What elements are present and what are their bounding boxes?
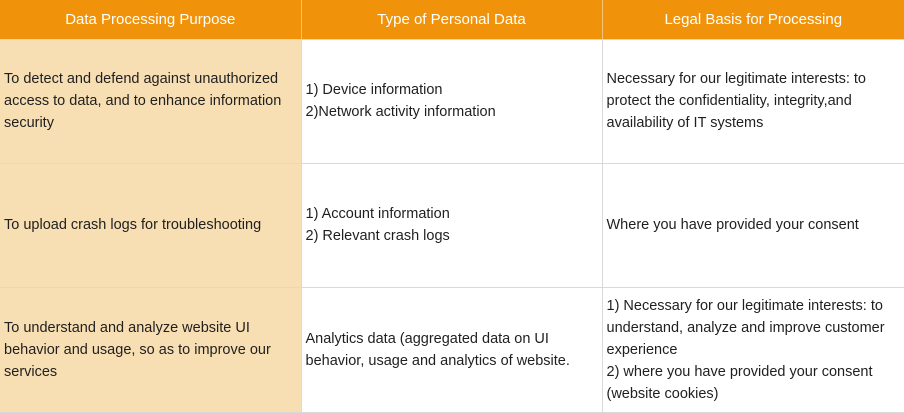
header-purpose: Data Processing Purpose <box>0 0 301 39</box>
cell-purpose: To understand and analyze website UI behavior and usage, so as to improve our services <box>0 287 301 412</box>
cell-legal-basis: 1) Necessary for our legitimate interests: to understand, analyze and improve customer experience 2) where you have provided your consent (website cookies) <box>602 287 904 412</box>
header-data-type: Type of Personal Data <box>301 0 602 39</box>
cell-legal-basis: Necessary for our legitimate interests: to protect the confidentiality, integrity,and availability of IT systems <box>602 39 904 163</box>
cell-legal-basis: Where you have provided your consent <box>602 163 904 287</box>
cell-purpose: To upload crash logs for troubleshooting <box>0 163 301 287</box>
cell-purpose: To detect and defend against unauthorized access to data, and to enhance information security <box>0 39 301 163</box>
table-row <box>0 163 904 287</box>
cell-data-type: Analytics data (aggregated data on UI behavior, usage and analytics of website. <box>301 287 602 412</box>
table-row <box>0 287 904 412</box>
table-header-row <box>0 0 904 39</box>
cell-data-type: 1) Device information 2)Network activity information <box>301 39 602 163</box>
table-row <box>0 39 904 163</box>
header-legal-basis: Legal Basis for Processing <box>602 0 904 39</box>
cell-data-type: 1) Account information 2) Relevant crash logs <box>301 163 602 287</box>
